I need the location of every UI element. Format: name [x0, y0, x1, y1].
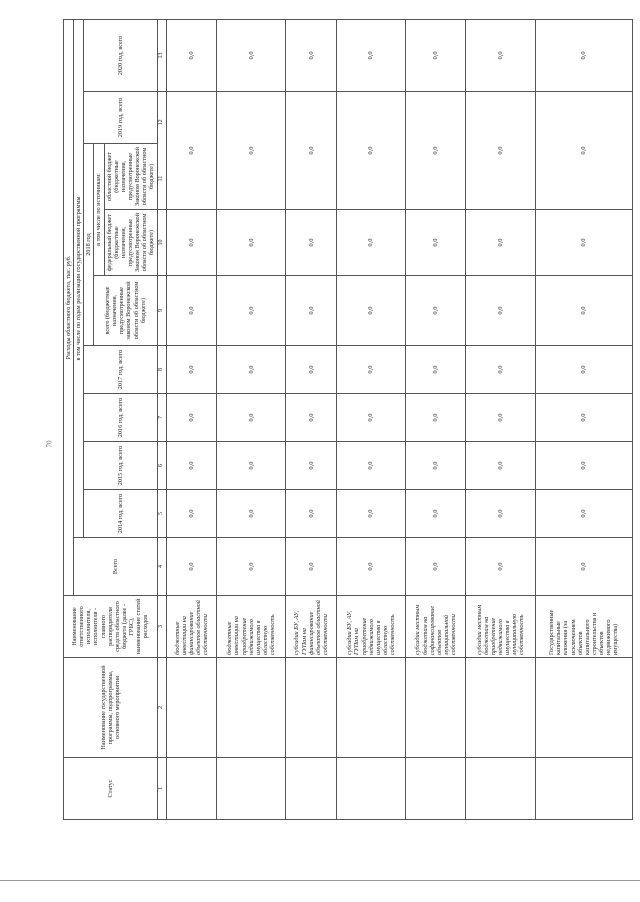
value-cell: 0,0	[535, 346, 632, 394]
column-index-row	[157, 19, 166, 819]
header-program-name: Наименование государственной программы, подпрограммы, основного мероприятия	[64, 658, 158, 758]
value-cell: 0,0	[337, 442, 406, 490]
value-cell: 0,0	[217, 442, 286, 490]
value-cell: 0,0	[337, 92, 406, 210]
status-cell	[337, 758, 406, 820]
value-cell: 0,0	[535, 442, 632, 490]
value-cell: 0,0	[286, 442, 337, 490]
program-name-cell	[466, 658, 535, 758]
value-cell: 0,0	[406, 442, 466, 490]
page-number: 70	[45, 440, 54, 448]
table-row	[337, 19, 406, 819]
header-total: Всего	[74, 538, 157, 596]
value-cell: 0,0	[466, 538, 535, 596]
value-cell: 0,0	[466, 19, 535, 91]
expense-label: Государственные капитальные вложения (за исключением объектов капитального строительства и объектов недвижимого имущества)	[535, 596, 632, 658]
col-index: 9	[157, 276, 166, 346]
value-cell: 0,0	[217, 276, 286, 346]
table-row	[535, 19, 632, 819]
header-spending-title: Расходы областного бюджета, тыс. руб.	[64, 19, 74, 595]
col-index: 2	[157, 658, 166, 758]
value-cell: 0,0	[337, 346, 406, 394]
value-cell: 0,0	[466, 394, 535, 442]
col-index: 1	[157, 758, 166, 820]
col-index: 6	[157, 442, 166, 490]
value-cell: 0,0	[406, 276, 466, 346]
value-cell: 0,0	[166, 442, 217, 490]
header-2016: 2016 год, всего	[84, 394, 157, 442]
value-cell: 0,0	[337, 19, 406, 91]
col-index: 4	[157, 538, 166, 596]
header-executor: Наименование ответственного исполнителя, исполнителя - главного распорядителя средств областного бюджета (далее - ГРБС), наименование статей расходов	[64, 596, 158, 658]
value-cell: 0,0	[535, 538, 632, 596]
value-cell: 0,0	[337, 210, 406, 276]
table-row	[217, 19, 286, 819]
value-cell: 0,0	[286, 538, 337, 596]
header-2018-incl: в том числе по источникам:	[94, 144, 104, 275]
value-cell: 0,0	[166, 210, 217, 276]
value-cell: 0,0	[406, 19, 466, 91]
program-name-cell	[286, 658, 337, 758]
status-cell	[535, 758, 632, 820]
rotated-table-wrapper	[63, 20, 633, 820]
value-cell: 0,0	[217, 92, 286, 210]
col-index: 3	[157, 596, 166, 658]
value-cell: 0,0	[535, 92, 632, 210]
value-cell: 0,0	[217, 19, 286, 91]
table-body	[166, 19, 633, 819]
header-2017: 2017 год, всего	[84, 346, 157, 394]
value-cell: 0,0	[466, 210, 535, 276]
value-cell: 0,0	[166, 92, 217, 210]
value-cell: 0,0	[286, 394, 337, 442]
header-2014: 2014 год, всего	[84, 490, 157, 538]
value-cell: 0,0	[337, 490, 406, 538]
status-cell	[166, 758, 217, 820]
value-cell: 0,0	[217, 490, 286, 538]
header-2018-regional: областной бюджет (бюджетные назначения, предусмотренные Законом Воронежской области об областном бюджете)	[105, 147, 156, 206]
table-row	[286, 19, 337, 819]
value-cell: 0,0	[406, 92, 466, 210]
status-cell	[466, 758, 535, 820]
value-cell: 0,0	[286, 210, 337, 276]
value-cell: 0,0	[337, 538, 406, 596]
expense-label: субсидии БУ, АУ, ГУПам на приобретение недвижимого имущества в областную собственность	[337, 596, 406, 658]
status-cell	[217, 758, 286, 820]
expense-label: бюджетные инвестиции на финансирование объектов областной собственности	[166, 596, 217, 658]
value-cell: 0,0	[406, 394, 466, 442]
col-index: 13	[157, 19, 166, 91]
header-2020: 2020 год, всего	[84, 19, 157, 91]
value-cell: 0,0	[286, 490, 337, 538]
value-cell: 0,0	[337, 276, 406, 346]
value-cell: 0,0	[535, 490, 632, 538]
program-name-cell	[337, 658, 406, 758]
status-cell	[286, 758, 337, 820]
value-cell: 0,0	[466, 442, 535, 490]
header-2018-federal: федеральный бюджет (бюджетные назначения, предусмотренные Законом Воронежской области об областном бюджете)	[105, 209, 157, 275]
value-cell: 0,0	[217, 210, 286, 276]
status-cell	[406, 758, 466, 820]
value-cell: 0,0	[166, 538, 217, 596]
value-cell: 0,0	[406, 346, 466, 394]
header-2018: 2018 год	[84, 144, 94, 346]
expense-label: бюджетные инвестиции на приобретение недвижимого имущества в областную собственность	[217, 596, 286, 658]
value-cell: 0,0	[217, 538, 286, 596]
value-cell: 0,0	[535, 394, 632, 442]
value-cell: 0,0	[286, 19, 337, 91]
program-name-cell	[217, 658, 286, 758]
value-cell: 0,0	[535, 210, 632, 276]
program-name-cell	[406, 658, 466, 758]
budget-table	[63, 19, 633, 820]
col-index: 8	[157, 346, 166, 394]
value-cell: 0,0	[166, 490, 217, 538]
header-status: Статус	[64, 758, 158, 820]
expense-label: субсидии местным бюджетам на приобретение недвижимого имущества в муниципальную собственность	[466, 596, 535, 658]
page-bottom-divider	[0, 880, 640, 881]
table-row	[466, 19, 535, 819]
value-cell: 0,0	[406, 490, 466, 538]
value-cell: 0,0	[466, 92, 535, 210]
program-name-cell	[166, 658, 217, 758]
value-cell: 0,0	[535, 19, 632, 91]
value-cell: 0,0	[217, 394, 286, 442]
col-index: 1112	[157, 92, 166, 210]
expense-label: субсидии местным бюджетам на софинансирование объектов муниципальной собственности	[406, 596, 466, 658]
value-cell: 0,0	[217, 346, 286, 394]
value-cell: 0,0	[406, 538, 466, 596]
col-index: 7	[157, 394, 166, 442]
value-cell: 0,0	[166, 276, 217, 346]
header-2018-sources	[94, 144, 157, 276]
value-cell: 0,0	[337, 394, 406, 442]
table-row	[166, 19, 217, 819]
expense-label: субсидии БУ, АУ, ГУПам на финансирование объектов областной собственности	[286, 596, 337, 658]
col-index: 5	[157, 490, 166, 538]
col-index: 10	[157, 210, 166, 276]
header-spending-sub: в том числе по годам реализации государственной программы	[74, 19, 84, 537]
value-cell: 0,0	[166, 394, 217, 442]
value-cell: 0,0	[286, 276, 337, 346]
program-name-cell	[535, 658, 632, 758]
value-cell: 0,0	[286, 346, 337, 394]
value-cell: 0,0	[166, 19, 217, 91]
header-2015: 2015 год, всего	[84, 442, 157, 490]
value-cell: 0,0	[166, 346, 217, 394]
value-cell: 0,0	[466, 490, 535, 538]
table-row	[406, 19, 466, 819]
value-cell: 0,0	[466, 346, 535, 394]
header-2018-total: всего (бюджетные назначения, предусмотренные законом Воронежской области об областном бюджете)	[94, 276, 157, 346]
value-cell: 0,0	[406, 210, 466, 276]
value-cell: 0,0	[535, 276, 632, 346]
value-cell: 0,0	[286, 92, 337, 210]
header-2019: 2019 год, всего	[84, 92, 157, 144]
value-cell: 0,0	[466, 276, 535, 346]
